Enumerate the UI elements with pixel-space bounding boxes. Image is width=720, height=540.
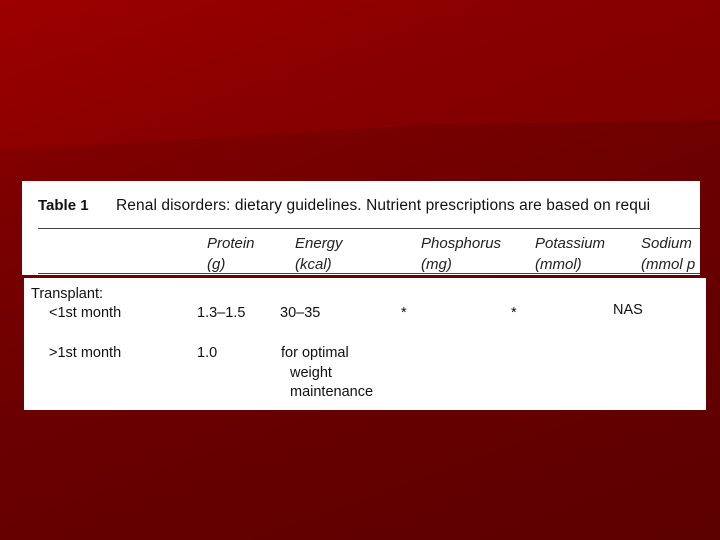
cell-energy-line: weight — [290, 365, 332, 381]
column-header-protein — [207, 233, 255, 275]
column-header-phosphorus — [421, 233, 501, 275]
header-rule — [38, 273, 700, 274]
cell-phosphorus: * — [401, 305, 407, 321]
table-number: Table 1 — [38, 197, 89, 214]
cell-energy: 30–35 — [280, 305, 321, 321]
column-name: Energy — [295, 235, 343, 252]
column-name: Sodium — [641, 235, 692, 252]
column-name: Phosphorus — [421, 235, 502, 252]
column-name: Protein — [207, 235, 255, 252]
row-label: >1st month — [49, 345, 122, 361]
cell-energy-line: maintenance — [290, 384, 374, 400]
column-unit: (mmol) — [535, 256, 582, 273]
column-unit: (g) — [207, 256, 226, 273]
cell-potassium: * — [511, 305, 517, 321]
section-label: Transplant: — [31, 286, 103, 302]
row-label: <1st month — [49, 305, 122, 321]
column-header-sodium — [641, 233, 700, 275]
cell-energy-line: for optimal — [281, 345, 349, 361]
cell-protein: 1.0 — [197, 345, 218, 361]
cell-sodium: NAS — [613, 302, 643, 318]
table-caption: Renal disorders: dietary guidelines. Nutrient prescriptions are based on requi — [116, 197, 651, 214]
column-header-energy — [295, 233, 343, 275]
caption-rule — [38, 228, 700, 229]
column-header-potassium — [535, 233, 605, 275]
column-unit: (mmol p — [641, 256, 696, 273]
column-name: Potassium — [535, 235, 606, 252]
column-unit: (mg) — [421, 256, 452, 273]
column-unit: (kcal) — [295, 256, 332, 273]
cell-protein: 1.3–1.5 — [197, 305, 246, 321]
